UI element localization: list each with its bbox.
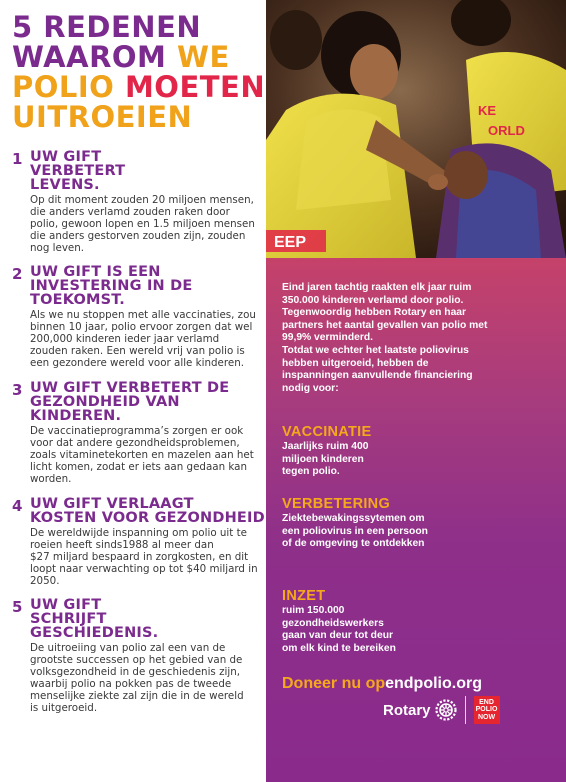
- block-inzet: [282, 588, 557, 655]
- reason-title-line: UW GIFT VERLAAGT: [30, 496, 194, 512]
- block-text-line: tegen polio.: [282, 466, 340, 478]
- reason-body-line: menselijke ziekte zal zijn die in de wereld: [30, 690, 244, 703]
- block-text: [282, 441, 557, 479]
- rotary-wheel-icon: [435, 699, 457, 721]
- reason-body-line: Als we nu stoppen met alle vaccinaties, zou: [30, 309, 256, 321]
- reason-title-line: KOSTEN VOOR GEZONDHEID: [30, 510, 265, 526]
- intro-line: partners het aantal gevallen van polio met: [282, 319, 488, 331]
- reason-body-line: zoals vitaminetekorten en mazelen aan het: [30, 449, 254, 462]
- rotary-logo-row: [383, 698, 500, 722]
- block-text-line: gaan van deur tot deur: [282, 630, 393, 642]
- info-panel: [266, 258, 566, 782]
- reason-title-line: INVESTERING IN DE: [30, 278, 193, 294]
- block-heading: INZET: [282, 588, 326, 604]
- reason-body: [30, 425, 262, 485]
- headline: [12, 10, 266, 134]
- reason-body-line: 2050.: [30, 575, 60, 588]
- intro-line: 99,9% verminderd.: [282, 332, 373, 344]
- intro-line: Tegenwoordig hebben Rotary en haar: [282, 307, 467, 319]
- reason-body: [30, 194, 262, 254]
- reason-title-line: UW GIFT: [30, 597, 102, 613]
- block-heading: VERBETERING: [282, 496, 391, 512]
- reason-title-line: KINDEREN.: [30, 408, 122, 424]
- headline-word-polio: POLIO: [12, 70, 115, 104]
- end-polio-word: END: [479, 698, 494, 706]
- reason-body-line: nog leven.: [30, 242, 85, 255]
- reason-number: 5: [12, 598, 23, 616]
- reason-body-line: roeien heeft sinds1988 al meer dan: [30, 539, 214, 552]
- reason-title-line: UW GIFT VERBETERT DE: [30, 380, 230, 396]
- reason-number: 3: [12, 381, 23, 399]
- headline-line-4: UITROEIEN: [12, 100, 193, 134]
- reason-title-line: GEZONDHEID VAN: [30, 394, 180, 410]
- reason-body-line: Op dit moment zouden 20 miljoen mensen,: [30, 194, 254, 206]
- reason-body-line: De uitroeiing van polio zal een van de: [30, 642, 226, 654]
- reason-body-line: grootste successen op het gebied van de: [30, 654, 243, 667]
- headline-line-1: 5 REDENEN: [12, 10, 202, 44]
- vaccination-photo-illustration: [266, 0, 566, 258]
- intro-line: nodig voor:: [282, 382, 339, 394]
- logo-divider: [465, 696, 466, 724]
- reason-body-line: die anders verlamd zouden raken door: [30, 206, 230, 219]
- block-text-line: Ziektebewakingssytemen om: [282, 513, 425, 524]
- reason-body-line: binnen 10 jaar, polio ervoor zorgen dat wel: [30, 321, 253, 334]
- reason-number: 4: [12, 497, 23, 515]
- intro-line: Eind jaren tachtig raakten elk jaar ruim: [282, 282, 472, 293]
- reason-body-line: licht komen, zodat er iets aan gedaan kan: [30, 461, 247, 474]
- block-text-line: Jaarlijks ruim 400: [282, 441, 369, 452]
- block-vaccinatie: [282, 424, 557, 479]
- reason-body-line: een gezondere wereld voor alle kinderen.: [30, 357, 245, 370]
- reason-title-line: UW GIFT: [30, 149, 102, 165]
- block-text: [282, 605, 557, 655]
- reason-number: 2: [12, 265, 23, 283]
- vest-text: KE: [478, 103, 497, 118]
- donate-label: Doneer nu op: [282, 675, 386, 692]
- panel-intro: [282, 282, 557, 395]
- headline-word-waarom: WAAROM: [12, 40, 167, 74]
- donate-line: [282, 675, 482, 693]
- reason-body-line: voor dat andere gezondheidsproblemen,: [30, 437, 240, 450]
- block-text-line: ruim 150.000: [282, 605, 345, 616]
- reason-body-line: is uitgeroeid.: [30, 702, 98, 715]
- reason-title: [30, 150, 262, 192]
- block-text-line: een poliovirus in een persoon: [282, 525, 428, 537]
- intro-line: hebben uitgeroeid, hebben de: [282, 357, 429, 369]
- reason-title-line: UW GIFT IS EEN: [30, 264, 161, 280]
- block-text-line: of de omgeving te ontdekken: [282, 538, 425, 550]
- reason-title: [30, 598, 262, 640]
- reason-body-line: $27 miljard bespaard in zorgkosten, en dit: [30, 551, 249, 564]
- reason-body: [30, 527, 262, 587]
- vest-text: EEP: [274, 234, 307, 251]
- reason-4: [12, 496, 265, 588]
- intro-line: inspanningen aanvullende financiering: [282, 370, 473, 382]
- reason-body-line: De wereldwijde inspanning om polio uit te: [30, 527, 247, 539]
- end-polio-word: NOW: [477, 713, 496, 721]
- reason-title: [30, 265, 262, 307]
- reason-number: 1: [12, 150, 23, 168]
- reason-title-line: VERBETERT: [30, 163, 126, 179]
- reason-1: [12, 150, 262, 254]
- block-heading: VACCINATIE: [282, 424, 372, 440]
- reason-body-line: loopt naar verwachting op tot $40 miljard in: [30, 563, 258, 576]
- headline-word-we: WE: [177, 40, 230, 74]
- block-text-line: gezondheidswerkers: [282, 617, 384, 629]
- reason-title-line: SCHRIJFT: [30, 611, 107, 627]
- reason-body-line: worden.: [30, 473, 72, 486]
- reason-title-line: GESCHIEDENIS.: [30, 625, 159, 641]
- end-polio-word: POLIO: [475, 706, 498, 714]
- reason-body-line: waarbij polio na pokken pas de tweede: [30, 678, 232, 691]
- vaccination-photo: [266, 0, 566, 258]
- donate-link[interactable]: endpolio.org: [385, 675, 482, 692]
- reason-body-line: zouden raken. Een wereld vrij van polio is: [30, 345, 245, 358]
- reason-body-line: polio, gewoon lopen en 1.5 miljoen mensen: [30, 218, 255, 231]
- reason-title-line: TOEKOMST.: [30, 292, 125, 308]
- headline-line-3: [12, 70, 266, 104]
- reason-body-line: volksgezondheid in de geschiedenis zijn,: [30, 666, 240, 679]
- intro-line: 350.000 kinderen verlamd door polio.: [282, 294, 464, 306]
- reason-body: [30, 309, 262, 369]
- reason-body-line: De vaccinatieprogramma’s zorgen er ook: [30, 425, 244, 437]
- reason-title: [30, 381, 262, 423]
- reason-title-line: LEVENS.: [30, 177, 100, 193]
- vest-text: ORLD: [488, 123, 525, 138]
- block-text-line: om elk kind te bereiken: [282, 642, 396, 654]
- end-polio-now-logo: [474, 696, 500, 724]
- intro-line: Totdat we echter het laatste poliovirus: [282, 344, 469, 356]
- reason-body-line: die anders gestorven zouden zijn, zouden: [30, 230, 246, 243]
- reason-body-line: 200,000 kinderen ieder jaar verlamd: [30, 333, 220, 346]
- reason-2: [12, 265, 262, 369]
- block-verbetering: [282, 496, 557, 551]
- reason-body: [30, 642, 262, 715]
- headline-word-moeten: MOETEN: [124, 70, 266, 104]
- rotary-wordmark: Rotary: [383, 701, 431, 719]
- reason-3: [12, 381, 262, 485]
- reason-5: [12, 598, 262, 715]
- block-text-line: miljoen kinderen: [282, 453, 364, 465]
- headline-line-2: [12, 42, 262, 72]
- block-text: [282, 513, 557, 551]
- left-column: [0, 0, 266, 782]
- reason-title: [30, 496, 265, 526]
